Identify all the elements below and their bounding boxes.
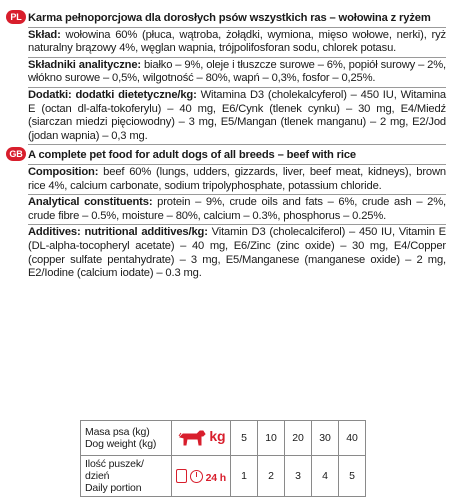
gb-composition-text: beef 60% (lungs, udders, gizzards, liver, beef meat, kidneys), brown rice 4%, calcium carbonate, sodium tripolyphosphate, potassium chloride. — [28, 165, 446, 192]
weight-label-pl: Masa psa (kg) — [85, 426, 150, 438]
pl-badge: PL — [6, 10, 26, 24]
pl-title: Karma pełnoporcjowa dla dorosłych psów wszystkich ras – wołowina z ryżem — [28, 12, 431, 24]
weight-value: 20 — [285, 421, 312, 456]
gb-additives-label: Additives: nutritional additives/kg: — [28, 226, 208, 239]
divider — [28, 194, 446, 195]
portion-row — [81, 456, 366, 497]
can-icon — [176, 469, 187, 483]
clock-icon — [190, 470, 203, 483]
weight-value: 10 — [258, 421, 285, 456]
portion-unit: 24 h — [205, 471, 226, 484]
weight-label-cell — [81, 421, 172, 456]
weight-unit: kg — [209, 427, 226, 444]
pl-composition-label: Skład: — [28, 28, 61, 41]
divider — [28, 164, 446, 165]
portion-value: 5 — [339, 456, 366, 497]
portion-label-gb: Daily portion — [85, 482, 142, 494]
pl-analytical-label: Składniki analityczne: — [28, 58, 141, 71]
portion-label-pl: Ilość puszek/ dzień — [85, 458, 144, 482]
gb-title: A complete pet food for adult dogs of all breeds – beef with rice — [28, 149, 356, 162]
divider — [28, 27, 446, 28]
section-gb — [9, 147, 447, 280]
gb-title-line — [9, 147, 446, 163]
weight-value: 40 — [339, 421, 366, 456]
gb-additives — [28, 226, 446, 280]
pl-composition-text: wołowina 60% (płuca, wątroba, żołądki, wymiona, mięso wołowe, nerki), ryż naturalny brązowy 4%, węglan wapnia, trójpolifosforan sodu, chlorek potasu. — [28, 28, 446, 55]
gb-analytical — [28, 196, 446, 223]
pl-additives-label: Dodatki: dodatki dietetyczne/kg: — [28, 88, 197, 101]
gb-composition-label: Composition: — [28, 165, 99, 178]
weight-value: 5 — [231, 421, 258, 456]
divider — [28, 224, 446, 225]
portion-value: 4 — [312, 456, 339, 497]
weight-label-gb: Dog weight (kg) — [85, 438, 157, 450]
pl-analytical-text: białko – 9%, oleje i tłuszcze surowe – 6%, popiół surowy – 2%, włókno surowe – 0,5%, wilgotność – 80%, wapń – 0,3%, fosfor – 0,25%. — [28, 58, 446, 85]
divider — [28, 87, 446, 88]
pl-analytical — [28, 59, 446, 86]
gb-additives-text: Vitamin D3 (cholecalciferol) – 450 IU, Vitamin E (DL-alpha-tocopheryl acetate) – 40 mg, E6/Zinc (zinc oxide) – 30 mg, E4/Copper (copper sulfate pentahydrate) – 3 mg, E5/Manganese (manganese oxide) – 2 mg, E2/Iodine (calcium iodate) – 0.3 mg. — [28, 226, 446, 280]
weight-icon-cell — [172, 421, 231, 456]
pl-additives — [28, 89, 446, 143]
section-pl — [10, 10, 446, 145]
gb-analytical-text: protein – 9%, crude oils and fats – 6%, crude ash – 2%, crude fibre – 0.5%, moisture – 80%, calcium – 0.3%, phosphorus – 0.25%. — [28, 196, 447, 222]
pl-composition — [28, 29, 446, 56]
portion-label-cell — [81, 456, 172, 497]
portion-table — [80, 420, 366, 497]
gb-composition — [28, 166, 446, 193]
portion-value: 1 — [231, 456, 258, 497]
pl-title-line — [10, 10, 446, 26]
pl-additives-text: Witamina D3 (cholekalcyferol) – 450 IU, Witamina E (octan dl-alfa-tokoferylu) – 40 mg, E6/Cynk (tlenek cynku) – 30 mg, E4/Miedź (siarczan miedzi pięciowodny) – 3 mg, E5/Mangan (tlenek manganu) – 2 mg, E2/Jod (jodan wapnia) – 0,3 mg. — [28, 88, 446, 142]
divider — [28, 144, 446, 145]
gb-badge: GB — [6, 147, 26, 161]
weight-row — [81, 421, 366, 456]
weight-value: 30 — [312, 421, 339, 456]
divider — [28, 57, 446, 58]
gb-analytical-label: Analytical constituents: — [28, 196, 153, 209]
portion-value: 2 — [258, 456, 285, 497]
dog-icon — [177, 428, 207, 448]
portion-value: 3 — [285, 456, 312, 497]
portion-icon-cell — [172, 456, 231, 497]
